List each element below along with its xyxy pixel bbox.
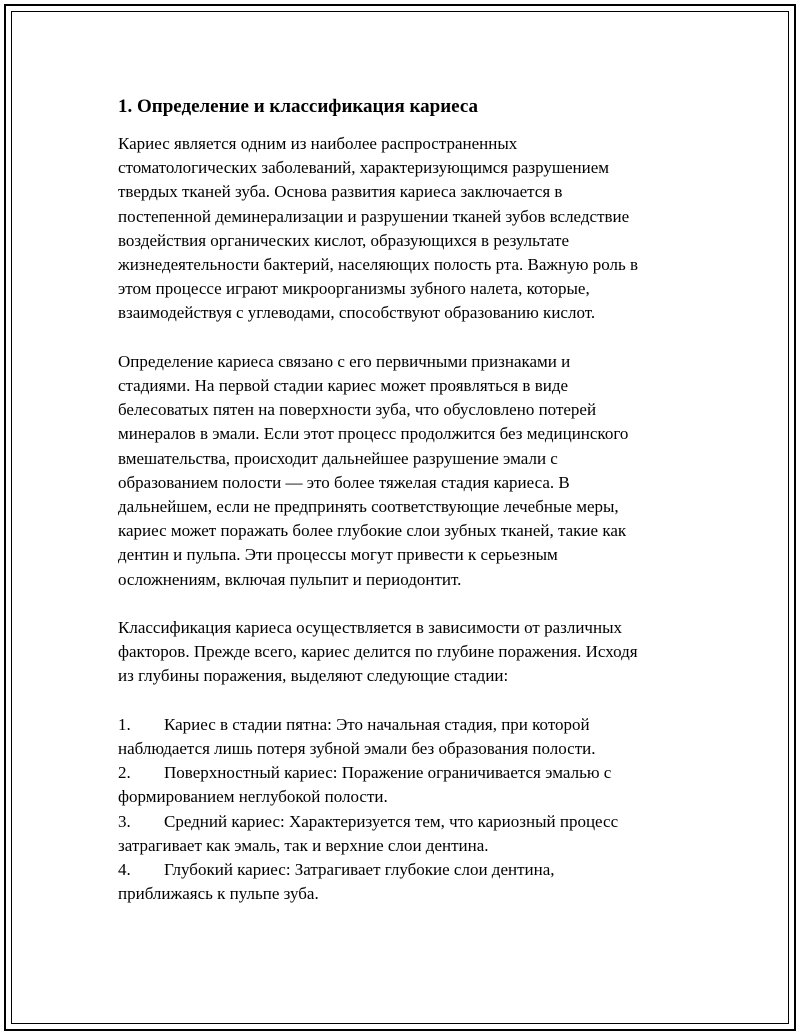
- list-item-second-line: приближаясь к пульпе зуба.: [118, 884, 319, 904]
- paragraph-caries-stages: [118, 350, 694, 592]
- paragraph-line: осложнениям, включая пульпит и периодонтит.: [118, 569, 462, 589]
- paragraph-line: твердых тканей зуба. Основа развития кариеса заключается в: [118, 182, 563, 202]
- list-item-number: 4.: [118, 860, 131, 880]
- document-body: [118, 96, 694, 906]
- paragraph-line: жизнедеятельности бактерий, населяющих полость рта. Важную роль в: [118, 255, 639, 275]
- list-item: [118, 810, 694, 858]
- paragraph-line: постепенной деминерализации и разрушении тканей зубов вследствие: [118, 206, 630, 226]
- paragraph-line: факторов. Прежде всего, кариес делится по глубине поражения. Исходя: [118, 642, 638, 662]
- paragraph-line: минералов в эмали. Если этот процесс продолжится без медицинского: [118, 424, 629, 444]
- list-item-number: 3.: [118, 811, 131, 831]
- paragraph-line: Определение кариеса связано с его первичными признаками и: [118, 351, 571, 371]
- paragraph-caries-intro: [118, 132, 694, 326]
- paragraph-line: из глубины поражения, выделяют следующие стадии:: [118, 666, 509, 686]
- list-item-first-line: [118, 810, 694, 834]
- list-item-first-line: [118, 713, 694, 737]
- list-item-number: 1.: [118, 714, 131, 734]
- paragraph-line: Классификация кариеса осуществляется в зависимости от различных: [118, 618, 622, 638]
- list-item-number: 2.: [118, 763, 131, 783]
- list-item-text: Поверхностный кариес: Поражение ограничивается эмалью с: [164, 763, 612, 783]
- paragraph-line: образованием полости — это более тяжелая стадия кариеса. В: [118, 472, 570, 492]
- paragraph-line: взаимодействуя с углеводами, способствуют образованию кислот.: [118, 303, 596, 323]
- paragraph-line: вмешательства, происходит дальнейшее разрушение эмали с: [118, 448, 558, 468]
- paragraph-line: стоматологических заболеваний, характеризующимся разрушением: [118, 158, 609, 178]
- stages-list: [118, 713, 694, 907]
- paragraph-classification: [118, 616, 694, 689]
- list-item-text: Кариес в стадии пятна: Это начальная стадия, при которой: [164, 714, 590, 734]
- paragraph-line: дентин и пульпа. Эти процессы могут привести к серьезным: [118, 545, 558, 565]
- paragraph-line: дальнейшем, если не предпринять соответствующие лечебные меры,: [118, 497, 619, 517]
- list-item: [118, 858, 694, 906]
- paragraph-line: этом процессе играют микроорганизмы зубного налета, которые,: [118, 279, 590, 299]
- paragraph-line: стадиями. На первой стадии кариес может проявляться в виде: [118, 376, 569, 396]
- paragraph-line: воздействия органических кислот, образующихся в результате: [118, 230, 569, 250]
- paragraph-line: Кариес является одним из наиболее распространенных: [118, 134, 518, 153]
- list-item-first-line: [118, 858, 694, 882]
- list-item-first-line: [118, 761, 694, 785]
- list-item-text: Глубокий кариес: Затрагивает глубокие слои дентина,: [164, 860, 555, 880]
- list-item: [118, 761, 694, 809]
- list-item-second-line: наблюдается лишь потеря зубной эмали без образования полости.: [118, 739, 596, 759]
- list-item-text: Средний кариес: Характеризуется тем, что кариозный процесс: [164, 811, 619, 831]
- list-item-second-line: затрагивает как эмаль, так и верхние слои дентина.: [118, 835, 489, 855]
- section-heading: 1. Определение и классификация кариеса: [118, 96, 478, 117]
- list-item: [118, 713, 694, 761]
- paragraph-line: кариес может поражать более глубокие слои зубных тканей, такие как: [118, 521, 627, 541]
- paragraph-line: белесоватых пятен на поверхности зуба, что обусловлено потерей: [118, 400, 597, 420]
- list-item-second-line: формированием неглубокой полости.: [118, 787, 388, 807]
